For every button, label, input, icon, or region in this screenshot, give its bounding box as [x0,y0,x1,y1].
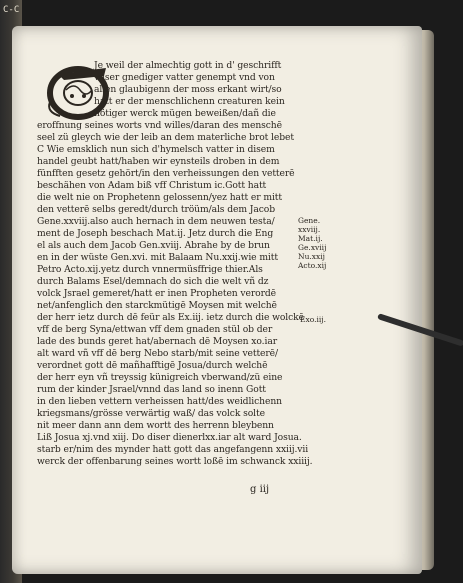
text-line: werck der offenbarung seines wortt loßē im schwanck xxiiij. [37,456,313,467]
text-line: kriegsmans/grösse verwärtig waß/ das volck solte [37,408,265,419]
text-line: vff de berg Syna/ettwan vff dem gnaden stül ob der [37,324,273,335]
margin-note: Ge.xviij [298,243,327,252]
corner-mark: C-C [3,5,20,15]
text-line: allen glaubigenn der moss erkant wirt/so [94,84,282,95]
margin-note: xxviij. [298,225,321,234]
text-line: rum der kinder Jsrael/vnnd das land so inenn Gott [37,384,266,395]
margin-note: Mat.ij. [298,234,323,243]
text-line: beschähen von Adam biß vff Christum ic.Gott hatt [37,180,267,191]
text-line: in den lieben vettern verheissen hatt/des weidlichenn [37,396,282,407]
text-line: Je weil der almechtig gott in d' geschrifft [94,60,282,71]
text-line: en in der wüste Gen.xvi. mit Balaam Nu.xxij.wie mitt [37,252,278,263]
margin-note-exodus: Exo.iij. [300,315,326,324]
text-line: alt ward vñ vff dē berg Nebo starb/mit seine vetterē/ [37,348,279,359]
text-line: handel geubt hatt/haben wir eynsteils droben in dem [37,156,280,167]
text-line: vnser gnediger vatter genempt vnd von [94,72,275,83]
text-line: nit meer dann ann dem wortt des herrenn bleybenn [37,420,274,431]
text-line: den vetterē selbs geredt/durch tröüm/als dem Jacob [37,204,276,215]
text-line: lade des bunds geret hat/abernach dē Moysen xo.iar [37,336,277,347]
text-line: der herr ietz durch dē feür als Ex.iij. ietz durch die wolckē [37,312,304,323]
text-line: Gene.xxviij.also auch hernach in dem neuwen testa/ [37,216,275,227]
text-line: nötiger werck mügen beweißen/dañ die [94,108,276,119]
text-line: volck Jsrael gemeret/hatt er inen Propheten verordē [37,288,276,299]
text-line: hatt er der menschlichenn creaturen kein [94,96,285,107]
text-line: Petro Acto.xij.yetz durch vnnermüsffrige thier.Als [37,264,263,275]
text-line: fünfften gesetz gehört/in den verheissungen den vetterē [37,168,295,179]
text-line: net/anfenglich den starckmütigē Moysen mit welchē [37,300,277,311]
text-line: seel zü gleych wie der leib an dem materliche brot lebet [37,132,294,143]
text-line: el als auch dem Jacob Gen.xviij. Abrahe by de brun [37,240,270,251]
text-line: starb er/nim des mynder hatt gott das angefangenn xxiij.vii [37,444,309,455]
text-line: die welt nie on Prophetenn gelossenn/yez hatt er mitt [37,192,282,203]
margin-note: Nu.xxij [298,252,325,261]
text-line: der herr eyn vñ treyssig künigreich vberwand/zü eine [37,372,283,383]
text-line: C Wie emsklich nun sich d'hymelsch vatter in disem [37,144,275,155]
margin-note: Acto.xij [298,261,327,270]
text-line: verordnet gott dē mañhafftigē Josua/durch welchē [37,360,268,371]
text-line: Liß Josua xj.vnd xiij. Do diser dienerlxx.iar alt ward Josua. [37,432,302,443]
text-line: durch Balams Esel/demnach do sich die welt vñ dz [37,276,269,287]
margin-note: Gene. [298,216,321,225]
text-line: eroffnung seines worts vnd willes/daran des menschē [37,120,282,131]
signature-mark: g iij [250,484,270,495]
text-line: ment de Joseph beschach Mat.ij. Jetz durch die Eng [37,228,274,239]
